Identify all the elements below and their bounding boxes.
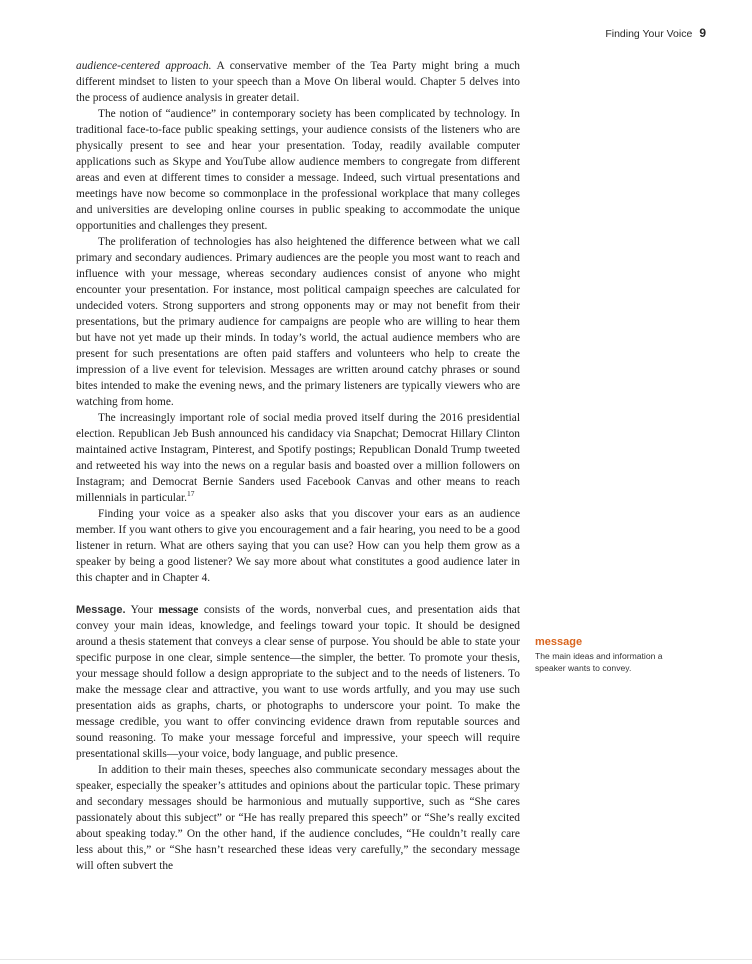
page-number: 9	[699, 26, 706, 40]
paragraph-5: Finding your voice as a speaker also asks that you discover your ears as an audience member. If you want others to give you encouragement and a fair hearing, you need to be a good listener in return. What are others saying that you can use? How can you help them grow as a speaker by being a good listener? We say more about what constitutes a good audience later in this chapter and in Chapter 4.	[76, 508, 520, 584]
paragraph-4: The increasingly important role of social media proved itself during the 2016 presidential election. Republican Jeb Bush announced his candidacy via Snapchat; Democrat Hillary Clinton maintained active Instagram, Pinterest, and Spotify postings; Republican Donald Trump tweeted and retweeted his way into the news on a regular basis and boasted over a million followers on Instagram; and Democrat Bernie Sanders used Facebook Canvas and other means to reach millennials in particular.$^{17}$	[76, 412, 520, 504]
running-title: Finding Your Voice	[605, 28, 693, 40]
key-term: message	[158, 604, 199, 616]
paragraph-6: Message. Your message consists of the words, nonverbal cues, and presentation aids that convey your main ideas, knowledge, and feelings toward your topic. It should be designed around a thesis statement that conveys a clear sense of purpose. You should be able to state your specific purpose in one clear, simple sentence—the simpler, the better. To promote your thesis, your message should follow a design appropriate to the subject and to the needs of listeners. To make the message clear and attractive, you want to use words artfully, and you may use such presentation aids as graphs, charts, or photographs to underscore your point. To make the message credible, you want to offer convincing evidence drawn from reputable sources and sound reasoning. To make your message forceful and impressive, your speech will require presentational skills—your voice, body language, and public presence.	[76, 604, 520, 760]
paragraph-3: The proliferation of technologies has also heightened the difference between what we call primary and secondary audiences. Primary audiences are the people you most want to reach and influence with your message, whereas secondary audiences consist of anyone who might encounter your presentation. For instance, most political campaign speeches are calculated for undecided voters. Strong supporters and strong opponents may or may not benefit from their presentations, but the primary audience for campaigns are people who are willing to hear them but have not yet made up their minds. In today’s world, the actual audience members who are present for such presentations are often paid staffers and volunteers who help to create the impression of a live event for television. Messages are written around catchy phrases or sound bites intended to make the evening news, and the primary listeners are typically viewers who are watching from home.	[76, 236, 520, 408]
endnote-reference: 17	[187, 489, 195, 499]
glossary-term: message	[535, 636, 583, 648]
running-header	[605, 26, 706, 40]
run-in-heading: Message.	[76, 604, 126, 616]
margin-glossary	[535, 636, 690, 674]
body-text	[76, 58, 520, 874]
italic-term: audience-centered approach.	[76, 60, 212, 72]
paragraph-1: audience-centered approach. A conservative member of the Tea Party might bring a much different mindset to listen to your speech than a Move On liberal would. Chapter 5 delves into the process of audience analysis in greater detail.	[76, 60, 520, 104]
paragraph-7: In addition to their main theses, speeches also communicate secondary messages about the speaker, especially the speaker’s attitudes and opinions about the particular topic. These primary and secondary messages should be harmonious and mutually supportive, such as “She cares passionately about this subject” or “He has really prepared this speech” or “She’s really excited about speaking today.” On the other hand, if the audience concludes, “He couldn’t really care less about this,” or “She hasn’t researched these ideas very carefully,” the secondary message will often subvert the	[76, 764, 520, 872]
paragraph-2: The notion of “audience” in contemporary society has been complicated by technology. In traditional face-to-face public speaking settings, your audience consists of the listeners who are physically present to see and hear your presentation. Today, readily available computer applications such as Skype and YouTube allow audience members to congregate from different areas and even at different times to consider a message. Indeed, such virtual presentations and meetings have now become so commonplace in the professional workplace that many colleges and universities are developing online courses in public speaking to accommodate the unique opportunities and challenges they present.	[76, 108, 520, 232]
page-bottom-edge	[0, 959, 752, 960]
glossary-definition: The main ideas and information a speaker wants to convey.	[535, 651, 663, 673]
